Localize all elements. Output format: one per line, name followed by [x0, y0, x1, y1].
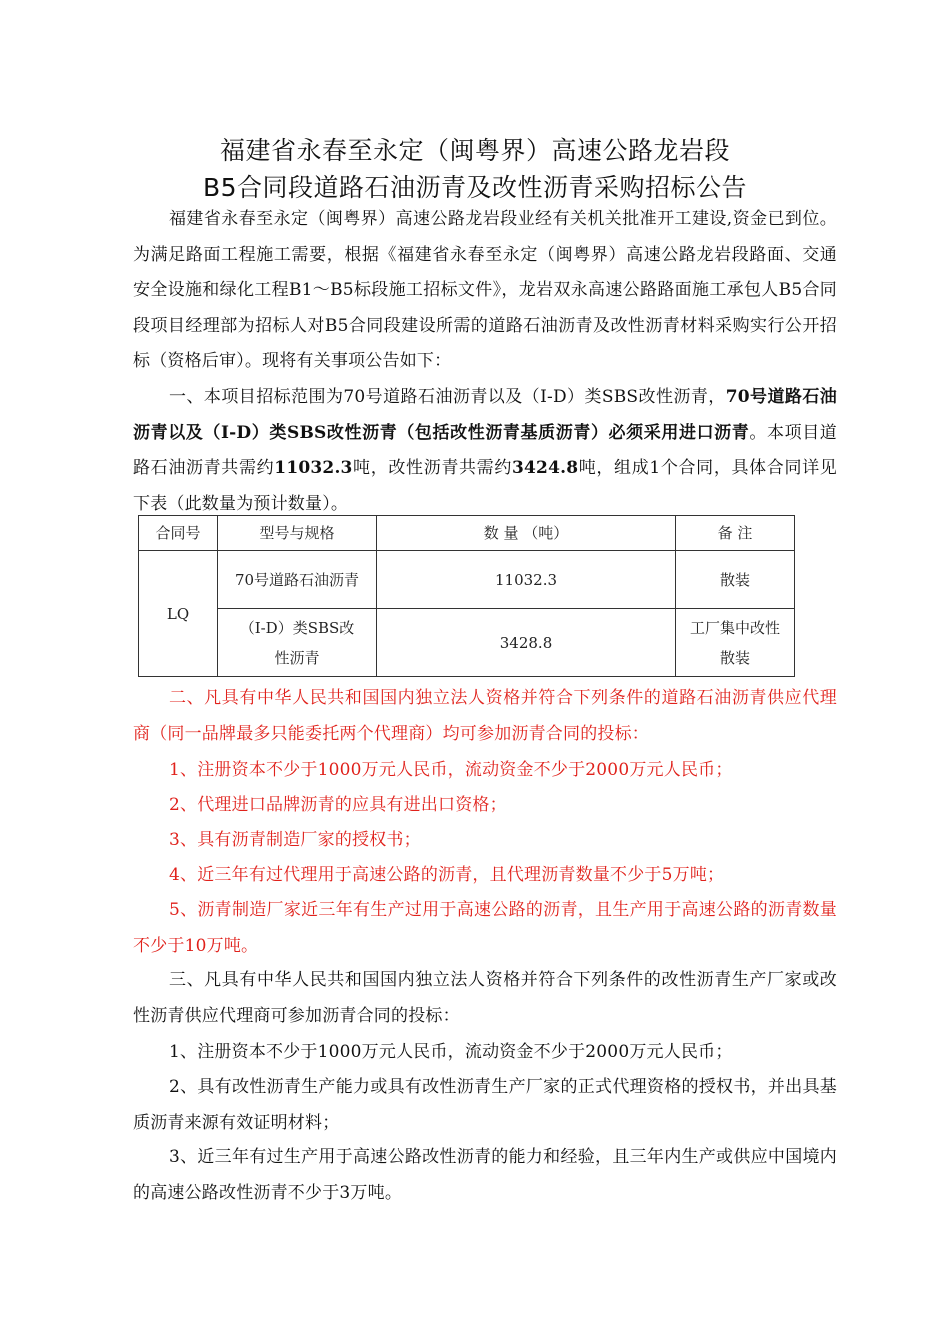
section-1-text-a: 一、本项目招标范围为70号道路石油沥青以及（I-D）类SBS改性沥青， — [169, 387, 726, 407]
contract-table — [138, 515, 795, 677]
section-1-text-d: 吨，组成1个合同，具体合同详见下表（此数量为预计数量）。 — [133, 458, 837, 514]
section-2-item-2: 2、代理进口品牌沥青的应具有进出口资格； — [169, 795, 507, 815]
note-cell: 工厂集中改性散装 — [676, 609, 795, 677]
title-line-1: 福建省永春至永定（闽粤界）高速公路龙岩段 — [219, 136, 730, 165]
quantity-cell: 3428.8 — [377, 609, 676, 677]
contract-no-cell: LQ — [139, 551, 218, 677]
section-1-text-b: 。本项目道路石油沥青共需约 — [133, 422, 838, 478]
table-header-row — [139, 516, 795, 551]
section-1-text-c: 吨，改性沥青共需约 — [352, 458, 512, 478]
section-3-item-3: 3、近三年有过生产用于高速公路改性沥青的能力和经验，且三年内生产或供应中国境内的高速公路改性沥青不少于3万吨。 — [133, 1147, 837, 1203]
section-2-item-1: 1、注册资本不少于1000万元人民币，流动资金不少于2000万元人民币； — [169, 760, 733, 780]
table-row — [139, 609, 795, 677]
section-2-item-4: 4、近三年有过代理用于高速公路的沥青，且代理沥青数量不少于5万吨； — [169, 865, 725, 885]
title-line-2: B5合同段道路石油沥青及改性沥青采购招标公告 — [202, 173, 748, 202]
section-1-bold-requirement: 70号道路石油沥青以及（I-D）类SBS改性沥青（包括改性沥青基质沥青）必须采用进口沥青 — [133, 387, 837, 443]
section-2-heading: 二、凡具有中华人民共和国国内独立法人资格并符合下列条件的道路石油沥青供应代理商（同一品牌最多只能委托两个代理商）均可参加沥青合同的投标： — [133, 688, 837, 744]
intro-paragraph: 福建省永春至永定（闽粤界）高速公路龙岩段业经有关机关批准开工建设,资金已到位。为满足路面工程施工需要，根据《福建省永春至永定（闽粤界）高速公路龙岩段路面、交通安全设施和绿化工程B1～B5标段施工招标文件》，龙岩双永高速公路路面施工承包人B5合同段项目经理部为招标人对B5合同段建设所需的道路石油沥青及改性沥青材料采购实行公开招标（资格后审）。现将有关事项公告如下： — [133, 209, 837, 371]
table-row — [139, 551, 795, 609]
section-3-item-1: 1、注册资本不少于1000万元人民币，流动资金不少于2000万元人民币； — [169, 1042, 733, 1062]
note-cell: 散装 — [676, 551, 795, 609]
quantity-cell: 11032.3 — [377, 551, 676, 609]
header-contract-no: 合同号 — [139, 516, 218, 551]
header-spec: 型号与规格 — [218, 516, 377, 551]
section-2-item-3: 3、具有沥青制造厂家的授权书； — [169, 830, 421, 850]
asphalt-quantity: 11032.3 — [274, 458, 353, 478]
modified-asphalt-quantity: 3424.8 — [512, 458, 579, 478]
header-note: 备 注 — [676, 516, 795, 551]
section-3-heading: 三、凡具有中华人民共和国国内独立法人资格并符合下列条件的改性沥青生产厂家或改性沥青供应代理商可参加沥青合同的投标： — [133, 970, 837, 1026]
header-quantity: 数 量 （吨） — [377, 516, 676, 551]
section-1-paragraph — [133, 380, 837, 522]
spec-cell: （I-D）类SBS改性沥青 — [218, 609, 377, 677]
spec-cell: 70号道路石油沥青 — [218, 551, 377, 609]
section-2-item-5: 5、沥青制造厂家近三年有生产过用于高速公路的沥青，且生产用于高速公路的沥青数量不少于10万吨。 — [133, 900, 837, 956]
section-3-item-2: 2、具有改性沥青生产能力或具有改性沥青生产厂家的正式代理资格的授权书，并出具基质沥青来源有效证明材料； — [133, 1077, 837, 1133]
